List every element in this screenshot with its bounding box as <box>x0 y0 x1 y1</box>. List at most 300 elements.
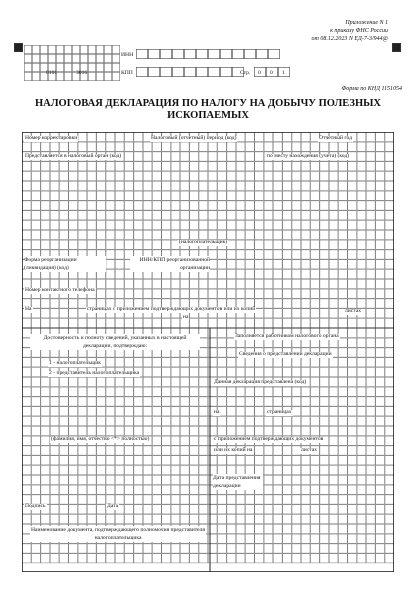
form-cell <box>97 230 106 239</box>
form-cell <box>41 172 50 181</box>
form-cell <box>115 279 124 288</box>
form-cell <box>255 368 264 377</box>
barcode-cell <box>112 54 119 62</box>
form-cell <box>246 279 255 288</box>
form-cell <box>273 534 282 543</box>
form-cell <box>339 495 348 504</box>
form-cell <box>329 201 338 210</box>
form-cell <box>292 250 301 259</box>
form-cell <box>190 172 199 181</box>
form-cell <box>236 152 245 161</box>
form-cell <box>283 201 292 210</box>
form-cell <box>218 505 227 514</box>
form-cell <box>339 181 348 190</box>
form-cell <box>273 426 282 435</box>
form-cell <box>218 172 227 181</box>
form-cell <box>273 162 282 171</box>
form-cell <box>60 319 69 328</box>
form-cell <box>301 466 310 475</box>
form-cell <box>143 319 152 328</box>
form-cell <box>218 456 227 465</box>
form-cell <box>255 495 264 504</box>
form-cell <box>320 456 329 465</box>
form-cell <box>273 495 282 504</box>
form-cell <box>292 191 301 200</box>
kpp-cells[interactable] <box>136 67 244 77</box>
form-cell <box>385 466 394 475</box>
form-cell <box>32 211 41 220</box>
form-cell <box>218 162 227 171</box>
form-cell <box>153 221 162 230</box>
form-cell <box>97 319 106 328</box>
form-cell <box>329 524 338 533</box>
page-digit-2: 0 <box>270 70 273 76</box>
form-cell <box>227 240 236 249</box>
form-cell <box>78 142 87 151</box>
corner-marker-right <box>392 43 401 52</box>
form-cell <box>69 172 78 181</box>
form-cell <box>208 142 217 151</box>
form-cell <box>153 230 162 239</box>
form-cell <box>385 181 394 190</box>
form-cell <box>273 446 282 455</box>
form-cell <box>348 221 357 230</box>
form-cell <box>366 240 375 249</box>
form-cell <box>50 162 59 171</box>
form-cell <box>78 172 87 181</box>
form-cell <box>236 250 245 259</box>
form-cell <box>385 426 394 435</box>
form-cell <box>162 211 171 220</box>
form-cell <box>320 534 329 543</box>
form-cell <box>329 221 338 230</box>
form-cell <box>218 397 227 406</box>
form-cell <box>218 348 227 357</box>
form-cell <box>246 162 255 171</box>
form-cell <box>320 230 329 239</box>
form-cell <box>339 142 348 151</box>
form-cell <box>301 505 310 514</box>
form-cell <box>236 279 245 288</box>
barcode-cell <box>104 54 111 62</box>
form-cell <box>134 181 143 190</box>
form-cell <box>143 221 152 230</box>
sheets-label: листах <box>345 308 362 314</box>
form-cell <box>320 505 329 514</box>
form-cell <box>311 466 320 475</box>
form-cell <box>255 554 264 563</box>
form-cell <box>50 299 59 308</box>
form-cell <box>273 230 282 239</box>
inn-cells[interactable] <box>136 49 280 59</box>
form-cell <box>171 279 180 288</box>
form-cell <box>273 544 282 553</box>
form-cell <box>180 201 189 210</box>
form-cell <box>292 358 301 367</box>
form-cell <box>97 211 106 220</box>
form-cell <box>264 524 273 533</box>
barcode-left-digits: 0101 <box>46 70 58 76</box>
form-cell <box>143 191 152 200</box>
form-cell <box>301 534 310 543</box>
form-cell <box>292 407 301 416</box>
form-cell <box>264 358 273 367</box>
form-cell <box>162 162 171 171</box>
form-cell <box>283 260 292 269</box>
form-cell <box>125 221 134 230</box>
form-cell <box>246 270 255 279</box>
form-cell <box>246 456 255 465</box>
form-cell <box>50 230 59 239</box>
form-cell <box>301 319 310 328</box>
form-cell <box>162 172 171 181</box>
form-cell <box>153 279 162 288</box>
form-cell <box>385 191 394 200</box>
form-cell <box>385 475 394 484</box>
form-cell <box>320 475 329 484</box>
form-cell <box>320 524 329 533</box>
form-cell <box>311 172 320 181</box>
form-cell <box>134 162 143 171</box>
form-cell <box>246 201 255 210</box>
form-cell <box>106 230 115 239</box>
form-cell <box>311 485 320 494</box>
form-cell <box>255 181 264 190</box>
form-cell <box>339 328 348 337</box>
form-cell <box>357 319 366 328</box>
form-cell <box>339 426 348 435</box>
form-cell <box>190 289 199 298</box>
form-cell <box>218 368 227 377</box>
form-cell <box>218 142 227 151</box>
form-cell <box>376 162 385 171</box>
form-cell <box>320 515 329 524</box>
form-cell <box>246 387 255 396</box>
barcode-cell <box>88 54 95 62</box>
form-cell <box>264 270 273 279</box>
form-cell <box>273 554 282 563</box>
form-cell <box>78 319 87 328</box>
form-cell <box>348 270 357 279</box>
page-digit-1: 0 <box>258 70 261 76</box>
page-digit-3: 1 <box>282 70 285 76</box>
form-cell <box>227 152 236 161</box>
form-cell <box>50 142 59 151</box>
form-cell <box>301 162 310 171</box>
form-cell <box>106 279 115 288</box>
form-cell <box>348 240 357 249</box>
form-cell <box>50 319 59 328</box>
form-cell <box>87 162 96 171</box>
date-label: Дата <box>107 503 119 509</box>
form-cell <box>366 397 375 406</box>
kpp-label: КПП <box>121 70 133 76</box>
form-cell <box>301 358 310 367</box>
form-cell <box>283 279 292 288</box>
barcode-cell <box>112 63 119 71</box>
form-cell <box>301 456 310 465</box>
form-cell <box>320 191 329 200</box>
form-cell <box>292 142 301 151</box>
form-cell <box>236 544 245 553</box>
form-cell <box>366 377 375 386</box>
form-cell <box>320 377 329 386</box>
form-cell <box>301 250 310 259</box>
form-cell <box>115 142 124 151</box>
form-cell <box>255 524 264 533</box>
form-cell <box>283 495 292 504</box>
form-cell <box>292 260 301 269</box>
form-cell <box>311 417 320 426</box>
doc-name-label: Наименование документа, подтверждающего полномочия представителя налогоплательщика <box>31 527 205 541</box>
form-cell <box>348 377 357 386</box>
form-cell <box>60 240 69 249</box>
form-cell <box>366 485 375 494</box>
form-cell <box>357 485 366 494</box>
form-cell <box>255 289 264 298</box>
form-cell <box>292 534 301 543</box>
form-cell <box>357 358 366 367</box>
form-cell <box>376 426 385 435</box>
form-cell <box>246 240 255 249</box>
form-cell <box>311 534 320 543</box>
form-cell <box>134 142 143 151</box>
form-cell <box>357 505 366 514</box>
form-cell <box>385 328 394 337</box>
form-cell <box>227 142 236 151</box>
form-cell <box>246 230 255 239</box>
form-cell <box>246 397 255 406</box>
form-cell <box>171 211 180 220</box>
form-cell <box>339 299 348 308</box>
form-cell <box>236 181 245 190</box>
form-cell <box>311 211 320 220</box>
form-cell <box>385 172 394 181</box>
form-cell <box>78 201 87 210</box>
form-cell <box>311 407 320 416</box>
form-cell <box>348 279 357 288</box>
form-cell <box>60 211 69 220</box>
signature-label: Подпись <box>25 503 46 509</box>
form-cell <box>32 172 41 181</box>
form-cell <box>236 132 245 141</box>
form-cell <box>255 260 264 269</box>
form-cell <box>264 221 273 230</box>
form-cell <box>339 515 348 524</box>
form-cell <box>301 426 310 435</box>
form-cell <box>227 230 236 239</box>
form-cell <box>50 181 59 190</box>
form-cell <box>87 319 96 328</box>
barcode-cell <box>64 63 71 71</box>
form-cell <box>320 211 329 220</box>
form-cell <box>153 240 162 249</box>
form-cell <box>311 289 320 298</box>
form-cell <box>273 368 282 377</box>
form-cell <box>348 368 357 377</box>
form-cell <box>264 475 273 484</box>
form-cell <box>311 505 320 514</box>
form-cell <box>236 495 245 504</box>
barcode-cell <box>24 54 31 62</box>
form-cell <box>22 162 31 171</box>
form-cell <box>339 554 348 563</box>
form-cell <box>41 230 50 239</box>
form-cell <box>87 201 96 210</box>
form-cell <box>134 132 143 141</box>
form-cell <box>143 142 152 151</box>
form-cell <box>208 191 217 200</box>
form-cell <box>236 534 245 543</box>
form-cell <box>376 466 385 475</box>
form-cell <box>366 417 375 426</box>
form-cell <box>357 377 366 386</box>
form-cell <box>301 397 310 406</box>
form-cell <box>227 417 236 426</box>
form-cell <box>246 544 255 553</box>
form-cell <box>348 387 357 396</box>
barcode-cell <box>96 54 103 62</box>
form-cell <box>162 319 171 328</box>
form-cell <box>385 132 394 141</box>
form-cell <box>97 221 106 230</box>
right-pages-label: страницах <box>267 409 292 415</box>
form-cell <box>385 377 394 386</box>
form-cell <box>357 534 366 543</box>
form-cell <box>329 475 338 484</box>
form-cell <box>22 211 31 220</box>
form-cell <box>301 221 310 230</box>
form-cell <box>60 162 69 171</box>
form-cell <box>143 201 152 210</box>
form-cell <box>348 142 357 151</box>
form-cell <box>348 485 357 494</box>
on-label: На <box>25 306 32 312</box>
form-cell <box>60 299 69 308</box>
form-cell <box>320 495 329 504</box>
form-cell <box>246 181 255 190</box>
form-cell <box>246 417 255 426</box>
form-cell <box>273 505 282 514</box>
form-cell <box>283 142 292 151</box>
form-cell <box>283 358 292 367</box>
form-cell <box>292 495 301 504</box>
form-cell <box>97 240 106 249</box>
option-representative: 2 - представитель налогоплательщика <box>49 370 140 376</box>
form-cell <box>311 181 320 190</box>
form-cell <box>385 279 394 288</box>
form-cell <box>125 319 134 328</box>
form-cell <box>236 201 245 210</box>
form-cell <box>162 181 171 190</box>
form-cell <box>311 515 320 524</box>
form-cell <box>125 172 134 181</box>
form-cell <box>255 201 264 210</box>
form-cell <box>32 142 41 151</box>
form-cell <box>246 142 255 151</box>
form-cell <box>329 446 338 455</box>
form-cell <box>97 172 106 181</box>
form-cell <box>69 221 78 230</box>
form-cell <box>311 191 320 200</box>
form-cell <box>357 250 366 259</box>
form-cell <box>208 172 217 181</box>
form-cell <box>339 456 348 465</box>
form-cell <box>357 162 366 171</box>
form-cell <box>134 240 143 249</box>
form-cell <box>311 387 320 396</box>
form-cell <box>227 181 236 190</box>
form-cell <box>208 221 217 230</box>
form-cell <box>301 475 310 484</box>
form-cell <box>292 181 301 190</box>
form-cell <box>320 172 329 181</box>
form-cell <box>218 211 227 220</box>
form-cell <box>292 505 301 514</box>
form-cell <box>385 289 394 298</box>
form-cell <box>329 230 338 239</box>
form-cell <box>366 358 375 367</box>
form-cell <box>292 279 301 288</box>
form-cell <box>348 328 357 337</box>
form-cell <box>292 475 301 484</box>
form-cell <box>292 417 301 426</box>
form-cell <box>264 142 273 151</box>
form-cell <box>311 279 320 288</box>
form-cell <box>339 172 348 181</box>
form-cell <box>227 524 236 533</box>
form-cell <box>78 221 87 230</box>
form-cell <box>78 191 87 200</box>
form-cell <box>273 358 282 367</box>
barcode-cell <box>64 45 71 53</box>
form-cell <box>311 201 320 210</box>
form-cell <box>329 368 338 377</box>
form-cell <box>357 201 366 210</box>
form-cell <box>255 279 264 288</box>
form-cell <box>301 309 310 318</box>
form-cell <box>227 162 236 171</box>
form-cell <box>22 172 31 181</box>
form-cell <box>227 348 236 357</box>
form-cell <box>106 191 115 200</box>
form-cell <box>385 230 394 239</box>
form-cell <box>273 485 282 494</box>
form-cell <box>41 221 50 230</box>
form-cell <box>348 289 357 298</box>
form-cell <box>320 181 329 190</box>
form-cell <box>218 328 227 337</box>
form-cell <box>329 377 338 386</box>
form-cell <box>376 348 385 357</box>
form-cell <box>227 407 236 416</box>
form-cell <box>78 230 87 239</box>
form-cell <box>283 289 292 298</box>
form-cell <box>376 338 385 347</box>
form-cell <box>366 299 375 308</box>
form-cell <box>264 495 273 504</box>
form-cell <box>376 221 385 230</box>
form-cell <box>143 152 152 161</box>
form-cell <box>50 191 59 200</box>
form-cell <box>41 201 50 210</box>
form-cell <box>97 279 106 288</box>
form-cell <box>385 201 394 210</box>
form-cell <box>366 211 375 220</box>
form-cell <box>97 289 106 298</box>
form-cell <box>199 211 208 220</box>
form-cell <box>283 475 292 484</box>
